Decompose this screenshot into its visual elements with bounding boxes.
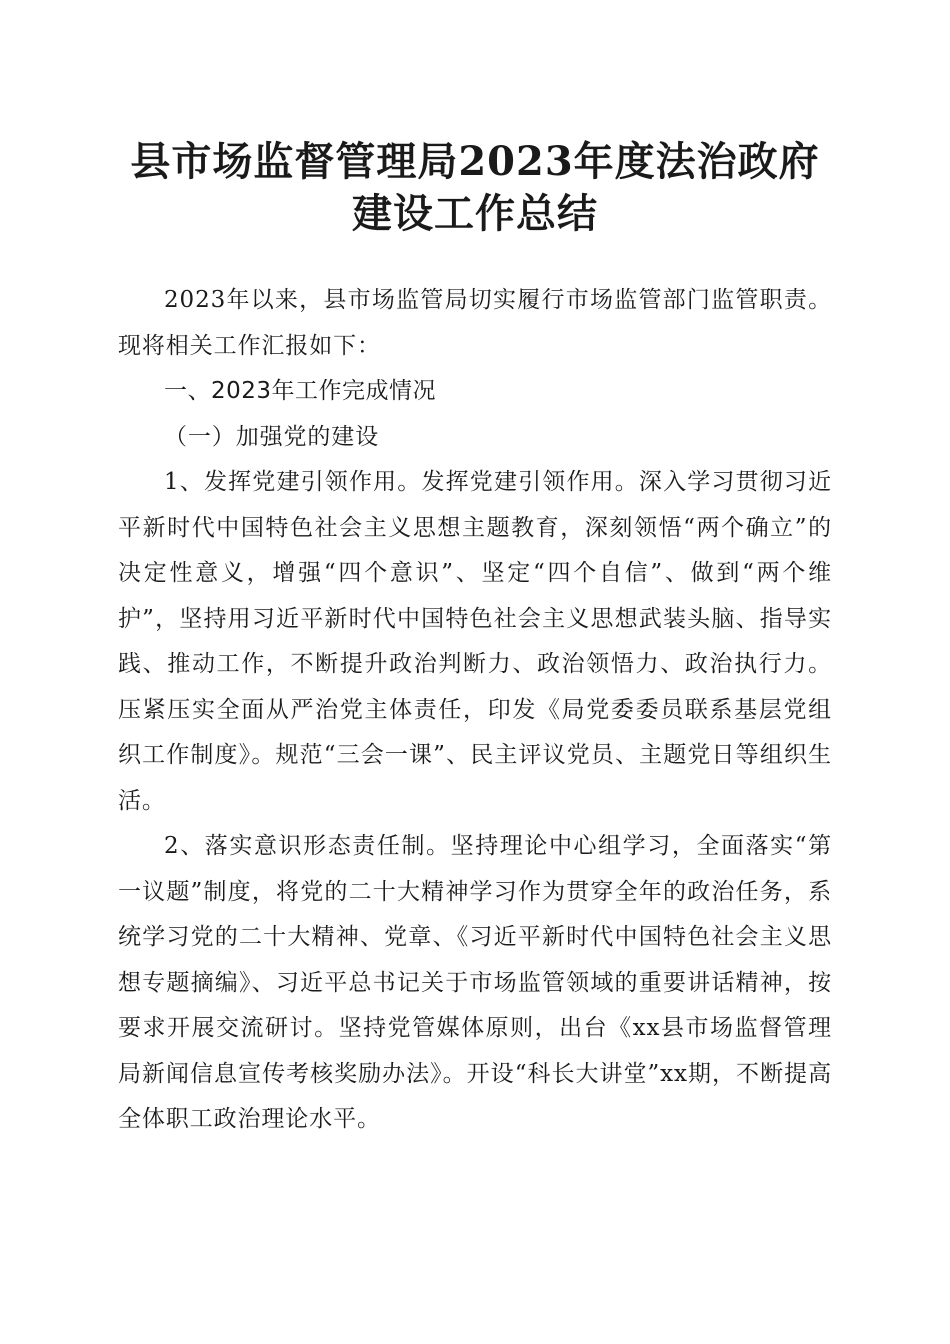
intro-paragraph: 2023年以来，县市场监管局切实履行市场监管部门监管职责。现将相关工作汇报如下： (118, 287, 832, 359)
document-title: 县市场监督管理局2023年度法治政府建设工作总结 (130, 138, 820, 237)
document-body (118, 278, 832, 1143)
paragraph-2: 2、落实意识形态责任制。坚持理论中心组学习，全面落实“第一议题”制度，将党的二十大精神学习作为贯穿全年的政治任务，系统学习党的二十大精神、党章、《习近平新时代中国特色社会主义思想专题摘编》、习近平总书记关于市场监管领域的重要讲话精神，按要求开展交流研讨。坚持党管媒体原则，出台《xx县市场监督管理局新闻信息宣传考核奖励办法》。开设“科长大讲堂”xx期，不断提高全体职工政治理论水平。 (118, 833, 832, 1132)
subsection-heading: （一）加强党的建设 (164, 423, 380, 450)
section-heading: 一、2023年工作完成情况 (164, 378, 437, 404)
paragraph-1: 1、发挥党建引领作用。发挥党建引领作用。深入学习贯彻习近平新时代中国特色社会主义思想主题教育，深刻领悟“两个确立”的决定性意义，增强“四个意识”、坚定“四个自信”、做到“两个维护”，坚持用习近平新时代中国特色社会主义思想武装头脑、指导实践、推动工作，不断提升政治判断力、政治领悟力、政治执行力。压紧压实全面从严治党主体责任，印发《局党委委员联系基层党组织工作制度》。规范“三会一课”、民主评议党员、主题党日等组织生活。 (118, 469, 832, 814)
